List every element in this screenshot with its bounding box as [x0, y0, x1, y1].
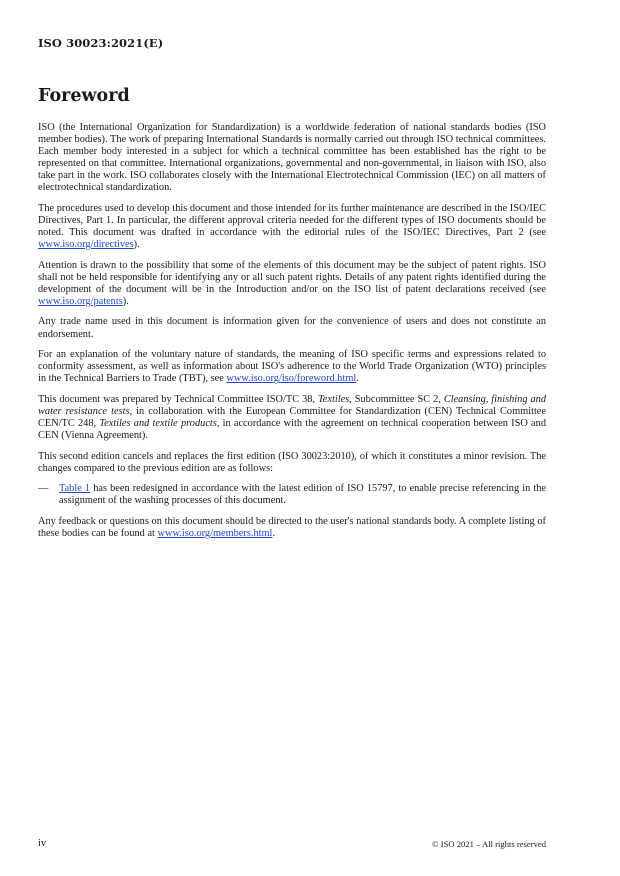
members-link[interactable]: www.iso.org/members.html [157, 527, 273, 539]
paragraph-feedback: Any feedback or questions on this document should be directed to the user's national standards body. A complete listing of these bodies can be found at www.iso.org/members.html. [38, 515, 546, 539]
directives-link[interactable]: www.iso.org/directives [38, 239, 134, 251]
patents-link[interactable]: www.iso.org/patents [38, 296, 123, 307]
paragraph-procedures: The procedures used to develop this document and those intended for its further maintenance are described in the ISO/IEC Directives, Part 1. In particular, the different approval criteria needed for the different types of ISO documents should be noted. This document was drafted in accordance with the editorial rules of the ISO/IEC Directives, Part 2 (see www.iso.org/directives). [38, 202, 546, 251]
paragraph-patents: Attention is drawn to the possibility that some of the elements of this document may be the subject of patent rights. ISO shall not be held responsible for identifying any or all such patent rights. Details of any patent rights identified during the development of the document will be in the Introduction and/or on the ISO list of patent declarations received (see www.iso.org/patents). [38, 259, 546, 307]
paragraph-iso-intro: ISO (the International Organization for Standardization) is a worldwide federation of national standards bodies (ISO member bodies). The work of preparing International Standards is normally carried out through ISO technical committees. Each member body interested in a subject for which a technical committee has been established has the right to be represented on that committee. International organizations, governmental and non-governmental, in liaison with ISO, also take part in the work. ISO collaborates closely with the International Electrotechnical Commission (IEC) on all matters of electrotechnical standardization. [38, 122, 546, 194]
document-id: ISO 30023:2021(E) [38, 36, 164, 50]
page-number: iv [38, 838, 47, 849]
foreword-body [38, 122, 546, 548]
paragraph-trade-name: Any trade name used in this document is information given for the convenience of users and does not constitute an endorsement. [38, 316, 546, 340]
paragraph-edition: This second edition cancels and replaces the first edition (ISO 30023:2010), of which it constitutes a minor revision. The changes compared to the previous edition are as follows: [38, 450, 546, 474]
page-title: Foreword [38, 86, 130, 106]
foreword-link[interactable]: www.iso.org/iso/foreword.html [226, 373, 357, 385]
table-1-link[interactable]: Table 1 [59, 483, 91, 495]
dash-bullet: — [38, 483, 49, 495]
paragraph-committee: This document was prepared by Technical Committee ISO/TC 38, Textiles, Subcommittee SC 2, Cleansing, finishing and water resistance tests, in collaboration with the European Committee for Standardization (CEN) Technical Committee CEN/TC 248, Textiles and textile products, in accordance with the agreement on technical cooperation between ISO and CEN (Vienna Agreement). [38, 393, 546, 442]
change-list-item: — Table 1 has been redesigned in accordance with the latest edition of ISO 15797, to enable precise referencing in the assignment of the washing processes of this document. [38, 483, 547, 507]
copyright-notice: © ISO 2021 – All rights reserved [432, 839, 546, 849]
paragraph-voluntary-nature: For an explanation of the voluntary nature of standards, the meaning of ISO specific terms and expressions related to conformity assessment, as well as information about ISO's adherence to the World Trade Organization (WTO) principles in the Technical Barriers to Trade (TBT), see www.iso.org/iso/foreword.html. [38, 349, 546, 385]
